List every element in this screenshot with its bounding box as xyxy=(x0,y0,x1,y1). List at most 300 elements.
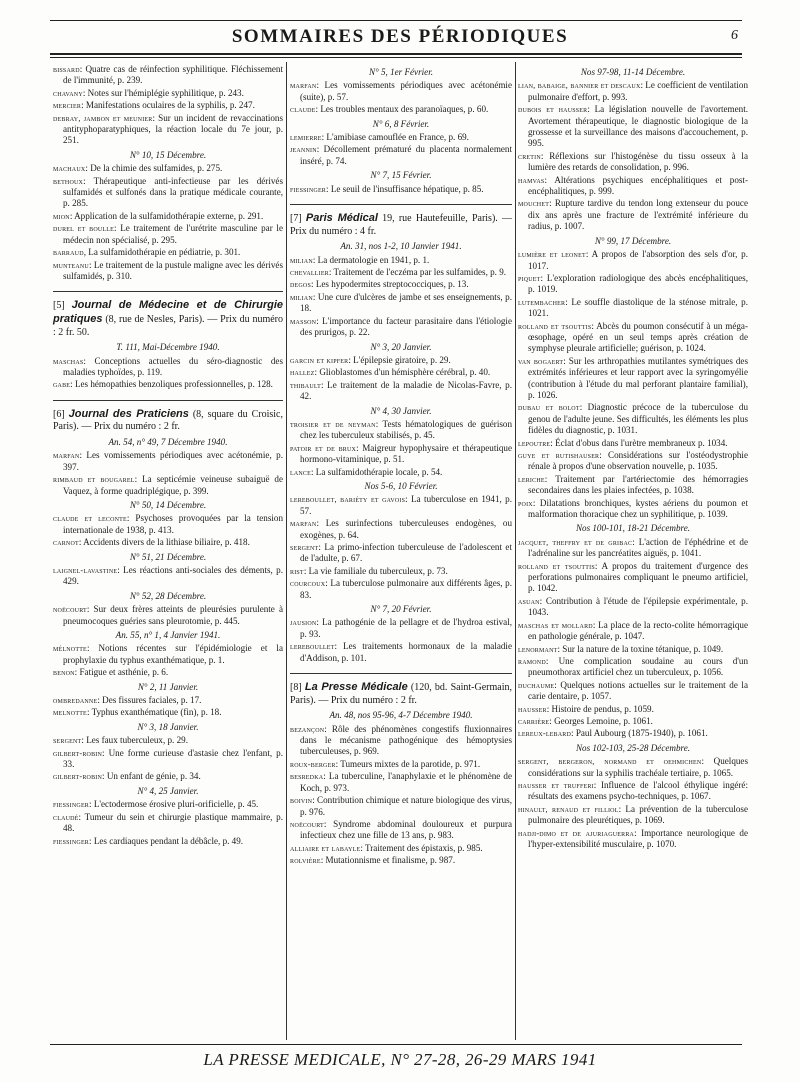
article-author: courcoux xyxy=(290,579,326,589)
article-author: marfan xyxy=(290,81,317,91)
article-entry xyxy=(518,80,748,103)
article-entry xyxy=(518,273,748,296)
article-entry xyxy=(518,780,748,803)
article-author: rolland et tsouttis xyxy=(518,321,592,331)
article-entry xyxy=(290,80,512,103)
article-entry xyxy=(518,321,748,355)
article-author: lemierre xyxy=(290,133,322,143)
article-title: : Accidents divers de la lithiase biliaire, p. 418. xyxy=(78,537,250,548)
article-entry xyxy=(53,379,283,390)
article-entry xyxy=(290,855,512,866)
article-title: : Sur un incident de revaccinations antityphoparatyphiques, la réaction locale du 7e jour, p. 251. xyxy=(63,112,284,146)
issue-heading: Nos 100-101, 18-21 Décembre. xyxy=(575,523,691,534)
article-title: : L'épilepsie giratoire, p. 29. xyxy=(348,354,451,365)
article-author: claudé xyxy=(53,812,79,822)
article-author: sergent xyxy=(290,543,319,552)
article-entry xyxy=(53,113,283,147)
article-author: melnotte xyxy=(53,708,87,718)
article-entry xyxy=(53,211,283,222)
article-title: : L'action de l'éphédrine et de l'adrénaline sur les pancréatites aiguës, p. 1041. xyxy=(528,536,748,559)
article-author: hadji-dimo et de ajuriaguerra xyxy=(518,828,635,838)
article-author: alliaire et labayle xyxy=(290,843,361,853)
article-author: jacquet, theffry et de gribac xyxy=(518,537,633,547)
article-title: : L'amibiase camouflée en France, p. 69. xyxy=(321,132,469,143)
article-title: : Contribution à l'étude de l'épilepsie expérimentale, p. 1043. xyxy=(528,595,748,618)
article-entry xyxy=(290,316,512,339)
article-author: hinault, renaud et filliol xyxy=(518,804,619,814)
article-entry xyxy=(290,771,512,794)
issue-heading: N° 3, 18 Janvier. xyxy=(137,721,199,732)
article-author: jausion xyxy=(290,618,317,628)
article-title: : Fatigue et asthénie, p. 6. xyxy=(74,667,169,678)
article-title: : Des fissures faciales, p. 17. xyxy=(97,695,202,706)
article-entry xyxy=(518,728,748,739)
issue-heading: An. 48, nos 95-96, 4-7 Décembre 1940. xyxy=(329,710,473,721)
article-title: : Contribution chimique et nature biologique des virus, p. 976. xyxy=(300,795,512,817)
article-title: : La tuberculose en 1941, p. 57. xyxy=(300,494,512,516)
article-title: : La vie familiale du tuberculeux, p. 73. xyxy=(303,565,448,576)
article-entry xyxy=(290,518,512,541)
article-title: : Le coefficient de ventilation pulmonaire d'effort, p. 993. xyxy=(528,80,748,102)
article-entry xyxy=(53,771,283,782)
column-divider-2 xyxy=(515,62,516,1040)
article-title: : Abcès du poumon consécutif à un méga-œsophage, opéré en un seul temps après création de symphyse pleurale artificielle; guérison, p. 1024. xyxy=(528,320,748,354)
article-author: bissard xyxy=(53,65,80,74)
journal-number: [6] xyxy=(53,408,65,420)
article-author: mion xyxy=(53,211,70,221)
article-title: : A propos de l'absorption des sels d'or, p. 1017. xyxy=(528,249,748,271)
article-author: dubau et bolot xyxy=(518,403,580,413)
article-entry xyxy=(518,561,748,595)
article-author: lutembacher xyxy=(518,297,566,307)
article-entry xyxy=(290,355,512,366)
column-3 xyxy=(518,64,748,851)
article-title: : Dilatations bronchiques, kystes aériens du poumon et malformation thoracique chez un syphilitique, p. 1039. xyxy=(528,497,748,520)
article-entry xyxy=(290,380,512,403)
journal-heading xyxy=(290,681,512,707)
article-entry xyxy=(518,402,748,436)
journal-heading xyxy=(290,212,512,238)
journal-details: (8, rue de Nesles, Paris). — Prix du numéro : 2 fr. 50. xyxy=(53,313,283,338)
article-title: : Georges Lemoine, p. 1061. xyxy=(549,715,653,726)
article-author: fiessinger xyxy=(290,184,327,194)
journal-number: [7] xyxy=(290,213,302,225)
article-title: : La législation nouvelle de l'avortement. Avortement thérapeutique, le diagnostic biologique de la grossesse et la surveillance des maisons d'accouchement, p. 995. xyxy=(528,104,749,149)
article-entry xyxy=(290,255,512,266)
article-author: piquet xyxy=(518,273,541,283)
article-author: troisier et de neyman xyxy=(290,419,376,429)
article-entry xyxy=(53,812,283,835)
article-author: besredka xyxy=(290,772,324,782)
article-entry xyxy=(518,450,748,473)
article-author: thibault xyxy=(290,380,322,390)
article-entry xyxy=(290,819,512,842)
article-title: : La tuberculine, l'anaphylaxie et le phénomène de Koch, p. 973. xyxy=(300,771,512,793)
article-title: : Une complication soudaine au cours d'un pneumothorax artificiel chez un tuberculeux, p. 1056. xyxy=(528,655,748,678)
journal-number: [8] xyxy=(290,682,302,694)
article-title: : Altérations psychiques encéphalitiques et post-encéphalitiques, p. 999. xyxy=(528,174,748,197)
issue-heading: N° 5, 1er Février. xyxy=(369,67,433,77)
article-title: : La primo-infection tuberculeuse de l'adolescent et de l'adulte, p. 67. xyxy=(300,542,512,564)
article-entry xyxy=(53,88,283,99)
article-title: : La septicémie veineuse subaiguë de Vaquez, à forme quadriplégique, p. 399. xyxy=(63,474,284,496)
journal-details: 19, rue Hautefeuille, Paris). — Prix du numéro : 4 fr. xyxy=(290,213,512,237)
article-entry xyxy=(290,184,512,195)
article-entry xyxy=(53,356,283,379)
article-title: : Une forme curieuse d'astasie chez l'enfant, p. 33. xyxy=(63,747,283,770)
section-separator xyxy=(290,673,512,674)
article-author: duchaume xyxy=(518,680,555,690)
article-title: : Quelques considérations sur la syphilis trachéale tertiaire, p. 1065. xyxy=(528,756,748,778)
article-entry xyxy=(290,419,512,442)
article-entry xyxy=(518,175,748,198)
issue-heading: Nos 97-98, 11-14 Décembre. xyxy=(580,67,686,77)
issue-heading: N° 52, 28 Décembre. xyxy=(129,590,207,601)
article-title: : Tests hématologiques de guérison chez les tuberculeux stabilisés, p. 45. xyxy=(300,418,512,441)
article-entry xyxy=(53,695,283,706)
article-author: lereboullet, bariéty et gavois xyxy=(290,495,406,505)
section-separator xyxy=(53,291,283,292)
page-title: SOMMAIRES DES PÉRIODIQUES xyxy=(231,26,569,47)
article-title: : L'ectodermose érosive pluri-orificielle, p. 45. xyxy=(89,799,259,810)
article-author: gabe xyxy=(53,380,71,390)
article-title: : Considérations sur l'ostéodystrophie rénale à propos d'une observation nouvelle, p. 1035. xyxy=(528,450,748,472)
article-author: lance xyxy=(290,467,311,477)
article-title: : La sulfamidothérapie locale, p. 54. xyxy=(311,466,443,477)
journal-details: (120, bd. Saint-Germain, Paris). — Prix du numéro : 2 fr. xyxy=(290,682,512,706)
article-author: ombredanne xyxy=(53,696,98,706)
article-title: : Histoire de pendus, p. 1059. xyxy=(546,703,654,714)
journal-number: [5] xyxy=(53,300,65,312)
issue-heading: N° 3, 20 Janvier. xyxy=(370,341,432,352)
article-entry xyxy=(518,656,748,679)
article-title: : Le souffle diastolique de la sténose mitrale, p. 1021. xyxy=(528,296,748,319)
article-entry xyxy=(290,542,512,565)
article-author: benon xyxy=(53,668,75,678)
page-number: 6 xyxy=(731,28,738,43)
issue-heading: An. 31, nos 1-2, 10 Janvier 1941. xyxy=(340,241,462,252)
article-author: sergent, bergeron, normand et oehmichen xyxy=(518,757,702,767)
column-1 xyxy=(53,64,283,848)
issue-heading: N° 51, 21 Décembre. xyxy=(129,551,207,562)
article-title: : Traitement des épistaxis, p. 985. xyxy=(360,842,483,853)
article-entry xyxy=(518,438,748,449)
article-entry xyxy=(290,759,512,770)
article-author: cretin xyxy=(518,151,541,161)
article-author: lumière et leonet xyxy=(518,250,586,260)
journal-heading xyxy=(53,299,283,339)
article-entry xyxy=(518,151,748,174)
article-author: machaux xyxy=(53,164,86,174)
article-title: : Importance neurologique de l'hyper-extensibilité musculaire, p. 1070. xyxy=(528,827,748,849)
article-title: : Application de la sulfamidothérapie externe, p. 291. xyxy=(69,210,264,221)
article-title: : Conceptions actuelles du séro-diagnostic des maladies typhoïdes, p. 119. xyxy=(63,355,283,377)
article-author: hausser xyxy=(518,704,547,714)
article-entry xyxy=(518,249,748,272)
article-author: chevallier xyxy=(290,268,329,278)
article-entry xyxy=(290,104,512,115)
article-entry xyxy=(518,680,748,703)
article-entry xyxy=(53,163,283,174)
article-entry xyxy=(518,498,748,521)
article-author: sergent xyxy=(53,736,82,746)
article-author: claude xyxy=(290,105,316,115)
article-entry xyxy=(518,198,748,232)
article-entry xyxy=(53,537,283,548)
article-entry xyxy=(290,267,512,278)
section-separator xyxy=(53,400,283,401)
article-entry xyxy=(53,223,283,246)
article-author: gilbert-robin xyxy=(53,748,103,758)
article-title: : Sur la nature de la toxine tétanique, p. 1049. xyxy=(557,643,724,654)
article-author: hallez xyxy=(290,368,315,378)
article-entry xyxy=(290,132,512,143)
article-author: gilbert-robin xyxy=(53,772,103,782)
article-title: : Glioblastomes d'un hémisphère cérébral, p. 40. xyxy=(314,367,491,378)
article-title: : Notions récentes sur l'épidémiologie et la prophylaxie du typhus exanthématique, p. 1. xyxy=(63,643,283,665)
article-author: lenormant xyxy=(518,644,558,654)
article-author: hausser et trufferi xyxy=(518,780,594,790)
article-title: : Les vomissements périodiques avec acétonémie, p. 397. xyxy=(63,450,283,472)
article-title: : Les traitements hormonaux de la maladie d'Addison, p. 101. xyxy=(300,641,512,663)
issue-heading: N° 50, 14 Décembre. xyxy=(129,499,207,510)
article-title: : Diagnostic précoce de la tuberculose du genou de l'adulte jeune. Ses difficultés, les éléments les plus fidèles du diagnostic, p. 1031. xyxy=(528,402,748,436)
article-entry xyxy=(290,292,512,315)
article-author: bezançon xyxy=(290,724,325,734)
article-entry xyxy=(290,443,512,466)
article-entry xyxy=(518,596,748,619)
article-title: : Rupture tardive du tendon long extenseur du pouce dix ans après une fracture de l'extrémité inférieure du radius, p. 1007. xyxy=(528,198,748,232)
article-author: claude et leconte xyxy=(53,514,127,524)
article-entry xyxy=(518,356,748,402)
issue-heading: T. 111, Mai-Décembre 1940. xyxy=(116,342,220,353)
article-entry xyxy=(290,144,512,167)
top-rule xyxy=(50,20,742,21)
article-author: carnot xyxy=(53,538,79,548)
article-entry xyxy=(53,836,283,847)
issue-heading: N° 4, 30 Janvier. xyxy=(370,405,432,416)
article-entry xyxy=(290,367,512,378)
article-entry xyxy=(290,617,512,640)
article-entry xyxy=(518,828,748,851)
issue-heading: An. 55, n° 1, 4 Janvier 1941. xyxy=(115,630,221,640)
article-entry xyxy=(53,64,283,87)
article-entry xyxy=(290,578,512,601)
article-author: van bogaert xyxy=(518,356,564,366)
article-entry xyxy=(290,494,512,517)
article-entry xyxy=(518,756,748,779)
article-entry xyxy=(518,716,748,727)
issue-heading: An. 54, n° 49, 7 Décembre 1940. xyxy=(108,436,228,447)
article-title: : Traitement de l'eczéma par les sulfamides, p. 9. xyxy=(328,267,507,278)
article-entry xyxy=(290,566,512,577)
article-title: : Tumeurs mixtes de la parotide, p. 971. xyxy=(335,758,481,769)
article-author: mercier xyxy=(53,101,82,111)
article-entry xyxy=(53,100,283,111)
article-author: mouchet xyxy=(518,199,550,209)
article-entry xyxy=(518,474,748,497)
article-author: dubois et hausser xyxy=(518,105,588,115)
article-title: : Le traitement de la pustule maligne avec les dérivés sulfamidés, p. 310. xyxy=(63,259,283,281)
article-entry xyxy=(290,279,512,290)
article-title: : Le seuil de l'insuffisance hépatique, p. 85. xyxy=(326,183,484,194)
article-title: : Tumeur du sein et chirurgie plastique mammaire, p. 48. xyxy=(63,811,283,834)
article-title: : La pathogénie de la pellagre et de l'hydroa estival, p. 93. xyxy=(300,617,512,639)
article-entry xyxy=(53,565,283,588)
article-title: : Les hémopathies benzoliques professionnelles, p. 128. xyxy=(70,379,273,390)
issue-heading: N° 7, 20 Février. xyxy=(370,604,432,615)
article-author: maschas et mollard xyxy=(518,620,593,630)
article-title: : A propos du traitement d'urgence des perforations pulmonaires compliquant le pneumo artificiel, p. 1042. xyxy=(528,560,748,594)
article-entry xyxy=(290,795,512,818)
article-title: : Un enfant de génie, p. 34. xyxy=(102,771,201,782)
article-entry xyxy=(53,735,283,746)
article-entry xyxy=(53,799,283,810)
issue-heading: N° 7, 15 Février. xyxy=(370,170,432,181)
column-2 xyxy=(290,64,512,868)
article-title: : Quelques notions actuelles sur le traitement de la carie dentaire, p. 1057. xyxy=(528,679,748,702)
article-title: : Influence de l'alcool éthylique ingéré: résultats des examens psycho-techniques, p. 1067. xyxy=(528,779,748,802)
journal-name: Paris Médical xyxy=(305,212,378,225)
footer-running-title: LA PRESSE MEDICALE, N° 27-28, 26-29 MARS 1941 xyxy=(203,1050,597,1069)
article-entry xyxy=(53,643,283,666)
article-title: : Paul Aubourg (1875-1940), p. 1061. xyxy=(571,728,708,739)
article-title: : Quatre cas de réinfection syphilitique. Fléchissement de l'immunité, p. 239. xyxy=(63,64,283,86)
section-separator xyxy=(290,204,512,205)
article-author: noëcourt xyxy=(290,819,324,829)
column-divider-1 xyxy=(286,62,287,1040)
article-entry xyxy=(53,604,283,627)
article-title: : De la chimie des sulfamides, p. 275. xyxy=(85,163,223,174)
article-title: : La dermatologie en 1941, p. 1. xyxy=(312,254,430,265)
article-author: rolland et tsouttis xyxy=(518,561,595,571)
article-author: debray, jambon et meunier xyxy=(53,113,153,123)
journal-heading xyxy=(53,408,283,434)
article-title: : Thérapeutique anti-infectieuse par les dérivés sulfamidés et sulfonés dans la pratique médicale courante, p. 285. xyxy=(63,175,283,209)
article-title: : L'exploration radiologique des abcès encéphalitiques, p. 1019. xyxy=(528,272,748,295)
article-entry xyxy=(518,620,748,643)
article-author: rimbaud et bougarel xyxy=(53,475,135,485)
article-author: poix xyxy=(518,498,533,508)
article-title: : La prévention de la tuberculose pulmonaire des pleurétiques, p. 1069. xyxy=(528,803,748,826)
issue-heading: N° 10, 15 Décembre. xyxy=(129,149,207,160)
article-author: munteanu xyxy=(53,260,89,270)
article-author: guye et rutishauser xyxy=(518,451,600,460)
issue-heading: N° 4, 25 Janvier. xyxy=(137,785,199,796)
journal-name: La Presse Médicale xyxy=(304,681,408,694)
article-title: : Les faux tuberculeux, p. 29. xyxy=(81,735,188,746)
article-author: durel et boulle xyxy=(53,224,115,234)
issue-heading: Nos 102-103, 25-28 Décembre. xyxy=(575,742,691,753)
article-author: masson xyxy=(290,316,317,326)
article-title: : Syndrome abdominal douloureux et purpura infectieux chez une fille de 13 ans, p. 983. xyxy=(300,818,512,841)
article-entry xyxy=(53,748,283,771)
article-title: : Éclat d'obus dans l'urètre membraneux p. 1034. xyxy=(550,437,728,448)
article-author: marfan xyxy=(53,451,80,461)
issue-heading: N° 6, 8 Février. xyxy=(372,118,430,129)
article-title: : Psychoses provoquées par la tension internationale de 1938, p. 413. xyxy=(63,513,283,535)
article-title: : La place de la recto-colite hémorragique en pathologie générale, p. 1047. xyxy=(528,619,748,642)
article-title: : Réflexions sur l'histogénèse du tissu osseux à la lumière des retards de consolidation, p. 996. xyxy=(528,150,748,173)
article-author: laignel-lavastine xyxy=(53,565,118,575)
article-author: maschas xyxy=(53,356,84,366)
article-title: : L'importance du facteur parasitaire dans l'étiologie des prurigos, p. 22. xyxy=(300,315,512,338)
article-title: : Le traitement de l'urétrite masculine par le médecin non spécialisé, p. 295. xyxy=(63,223,283,245)
article-entry xyxy=(290,467,512,478)
article-entry xyxy=(290,641,512,664)
article-author: barraud xyxy=(53,248,84,258)
article-author: leriche xyxy=(518,474,545,484)
journal-name: Journal de Médecine et de Chirurgie pratiques xyxy=(53,299,283,325)
article-entry xyxy=(53,474,283,497)
article-author: boivin xyxy=(290,796,313,806)
article-entry xyxy=(53,513,283,536)
article-entry xyxy=(53,667,283,678)
article-author: rist xyxy=(290,566,304,576)
article-entry xyxy=(518,644,748,655)
article-author: roux-berger xyxy=(290,759,336,769)
article-author: lian, babaige, bannier et descaux xyxy=(518,81,641,91)
article-author: fiessinger xyxy=(53,800,90,810)
article-entry xyxy=(53,247,283,258)
footer-rule xyxy=(50,1044,742,1045)
article-title: : Les réactions anti-sociales des déments, p. 429. xyxy=(63,564,283,587)
journal-name: Journal des Praticiens xyxy=(68,407,189,420)
article-author: bethoux xyxy=(53,176,84,186)
article-title: : Sur les arthropathies mutilantes symétriques des extrémités inférieures et leur rapport avec la syringomyélie (contribution à l'étude du mal perforant plantaire familial), p. 1026. xyxy=(528,355,748,400)
article-title: , La sulfamidothérapie en pédiatrie, p. 301. xyxy=(83,247,241,258)
article-author: milian xyxy=(290,292,313,302)
article-title: : Manifestations oculaires de la syphilis, p. 247. xyxy=(81,100,255,111)
article-title: : Notes sur l'hémiplégie syphilitique, p. 243. xyxy=(82,87,244,98)
article-title: : La tuberculose pulmonaire aux différents âges, p. 83. xyxy=(300,578,512,600)
article-entry xyxy=(518,537,748,560)
article-title: : Décollement prématuré du placenta normalement inséré, p. 74. xyxy=(300,144,512,166)
article-author: mélnotte xyxy=(53,644,87,654)
article-entry xyxy=(53,260,283,283)
article-author: hamvas xyxy=(518,175,545,185)
article-entry xyxy=(518,297,748,320)
article-title: : Les vomissements périodiques avec acétonémie (suite), p. 57. xyxy=(300,80,512,102)
article-author: asuan xyxy=(518,596,540,606)
article-author: garcin et kipfer xyxy=(290,355,349,365)
header-rule-thin xyxy=(50,57,742,58)
article-entry xyxy=(518,104,748,150)
article-title: : Traitement par l'artériectomie des hémorragies secondaires dans les plaies infectées, p. 1038. xyxy=(528,473,748,496)
article-title: : Maigreur hypophysaire et thérapeutique hormono-vitaminique, p. 51. xyxy=(300,442,513,465)
article-entry xyxy=(53,707,283,718)
article-author: lepoutre xyxy=(518,438,551,448)
article-title: : Typhus exanthématique (fin), p. 18. xyxy=(86,707,222,718)
journal-details: (8, square du Croisic, Paris). — Prix du numéro : 2 fr. xyxy=(53,408,283,433)
article-title: : Les cardiaques pendant la débâcle, p. 49. xyxy=(89,835,244,846)
article-entry xyxy=(518,804,748,827)
article-title: : Les surinfections tuberculeuses endogènes, ou exogènes, p. 64. xyxy=(300,518,512,540)
article-title: : Le traitement de la maladie de Nicolas-Favre, p. 42. xyxy=(300,379,512,402)
article-author: ramond xyxy=(518,656,546,666)
article-author: lereboullet xyxy=(290,642,335,652)
article-author: fiessinger xyxy=(53,836,90,846)
article-author: marfan xyxy=(290,519,317,529)
article-title: : Les hypodermites streptococciques, p. 13. xyxy=(311,279,469,290)
article-author: carrière xyxy=(518,716,550,726)
article-author: chavany xyxy=(53,88,83,98)
header-rule xyxy=(50,53,742,55)
article-author: jeannin xyxy=(290,145,317,155)
article-title: : Les troubles mentaux des paranoïaques, p. 60. xyxy=(315,104,489,115)
article-author: rolvière xyxy=(290,856,321,866)
article-title: : Sur deux frères atteints de pleurésies purulente à pneumocoques guéries sans pleurotomie, p. 445. xyxy=(63,604,283,626)
